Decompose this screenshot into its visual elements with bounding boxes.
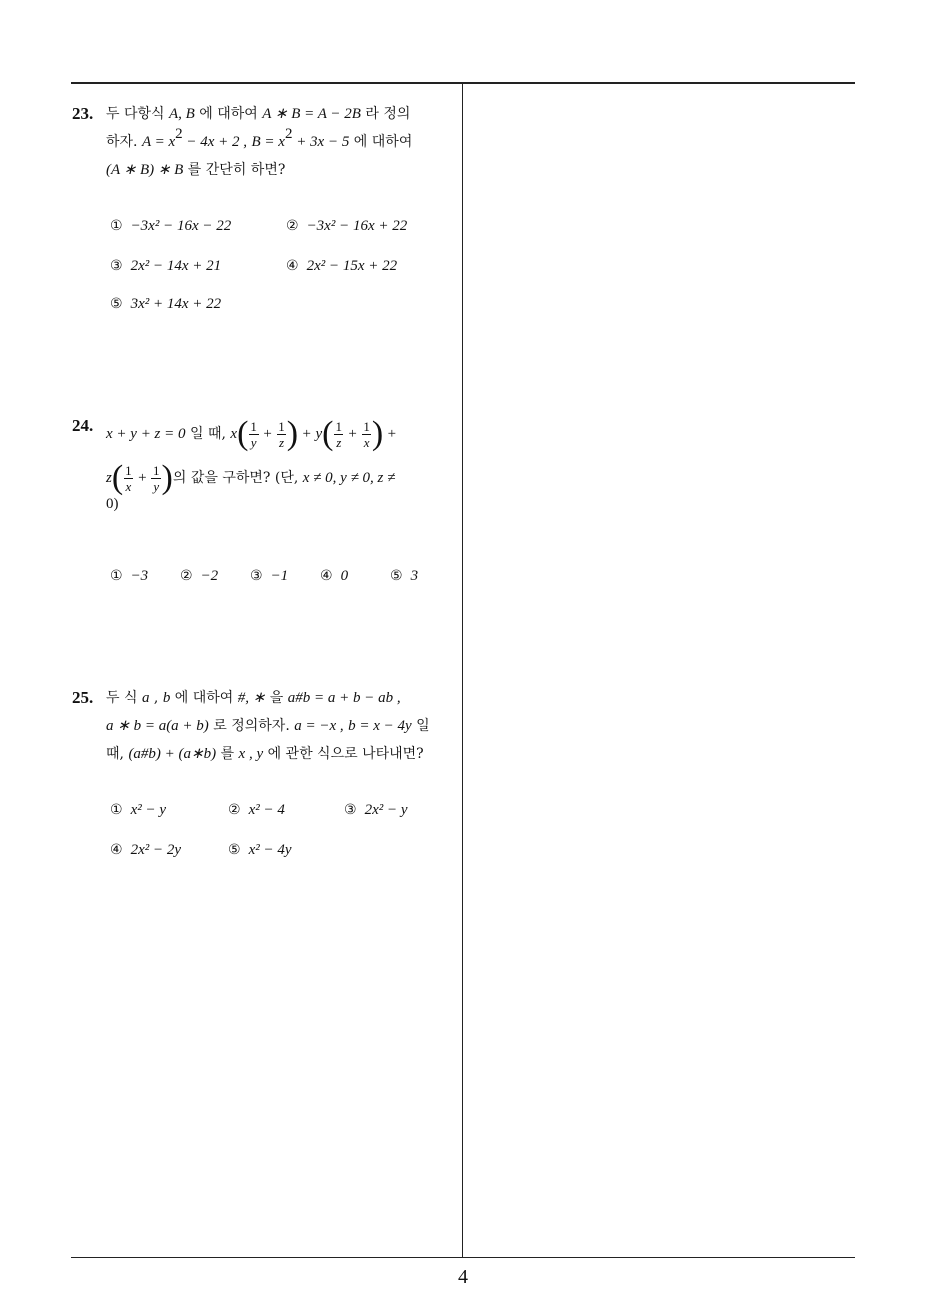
- choice-5[interactable]: ⑤ 3x² + 14x + 22: [110, 296, 222, 312]
- question-24: 24. x + y + z = 0 일 때, x( $\frac{1}{y}$ + $\frac{1}{z}$ ) + y( $\frac{1}{z}$ + $\frac{1}{x}$ ) + z( $\frac{1}{x}$ + $\frac{1}{y}$ )의 값을 구하면? (단, x ≠ 0, y ≠ 0, z ≠ 0) ① −3 ② −2 ③ −1 ④ 0 ⑤ 3: [72, 412, 456, 518]
- choice-1[interactable]: ① −3x² − 16x − 22: [110, 218, 232, 234]
- choice-2[interactable]: ② x² − 4: [228, 802, 285, 818]
- question-stem: x + y + z = 0 일 때, x( $\frac{1}{y}$ + $\frac{1}{z}$ ) + y( $\frac{1}{z}$ + $\frac{1}{x}$ ) + z( $\frac{1}{x}$ + $\frac{1}{y}$ )의 값을 구하면? (단, x ≠ 0, y ≠ 0, z ≠: [106, 415, 397, 496]
- choice-5[interactable]: ⑤ 3: [390, 568, 419, 584]
- fraction: $\frac{1}{y}$: [153, 462, 160, 494]
- fraction: $\frac{1}{z}$: [335, 418, 342, 450]
- fraction: $\frac{1}{x}$: [363, 418, 370, 450]
- question-number: 24.: [72, 416, 94, 435]
- column-divider: [462, 82, 463, 1258]
- question-23: [72, 100, 456, 312]
- choice-3[interactable]: ③ −1: [250, 568, 289, 584]
- fraction: $\frac{1}{y}$: [250, 418, 257, 450]
- question-stem: 두 다항식 A, B 에 대하여 A ∗ B = A − 2B 라 정의 하자. $A = x^2 - 4x + 2$ , $B = x^2 + 3x - 5$ 에 대하여 (A ∗ B) ∗ B 를 간단히 하면?: [106, 106, 413, 178]
- choice-4[interactable]: ④ 2x² − 2y: [110, 842, 181, 858]
- question-number: 23.: [72, 104, 94, 123]
- choice-2[interactable]: ② −3x² − 16x + 22: [286, 218, 408, 234]
- fraction: $\frac{1}{z}$: [278, 418, 285, 450]
- choice-2[interactable]: ② −2: [180, 568, 219, 584]
- page-number: 4: [458, 1266, 468, 1288]
- top-rule: [71, 82, 855, 84]
- choice-4[interactable]: ④ 0: [320, 568, 349, 584]
- question-25: [72, 684, 456, 858]
- question-number: 25.: [72, 688, 94, 707]
- bottom-rule: [71, 1257, 855, 1258]
- choice-1[interactable]: ① x² − y: [110, 802, 166, 818]
- question-stem: 두 식 a , b 에 대하여 #, ∗ 을 a#b = a + b − ab , a ∗ b = a(a + b) 로 정의하자. a = −x , b = x − 4y 일 때, (a#b) + (a∗b) 를 x , y 에 관한 식으로 나타내면?: [106, 690, 430, 762]
- choice-3[interactable]: ③ 2x² − 14x + 21: [110, 258, 222, 274]
- fraction: $\frac{1}{x}$: [125, 462, 132, 494]
- choice-4[interactable]: ④ 2x² − 15x + 22: [286, 258, 398, 274]
- choice-5[interactable]: ⑤ x² − 4y: [228, 842, 292, 858]
- choice-3[interactable]: ③ 2x² − y: [344, 802, 408, 818]
- choice-1[interactable]: ① −3: [110, 568, 149, 584]
